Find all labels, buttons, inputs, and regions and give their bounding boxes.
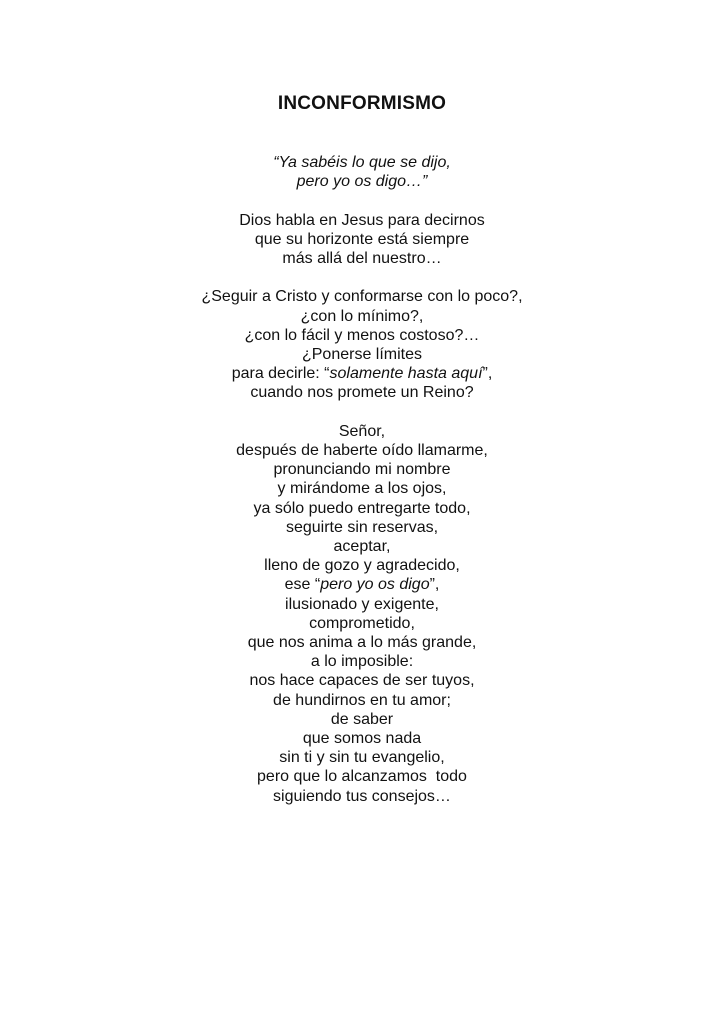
- poem-line: sin ti y sin tu evangelio,: [279, 749, 445, 767]
- poem-line: Dios habla en Jesus para decirnos: [239, 211, 485, 229]
- poem-title: INCONFORMISMO: [277, 93, 447, 114]
- poem-line: pero que lo alcanzamos todo: [257, 768, 467, 786]
- poem-line-text: para decirle: “: [231, 365, 330, 383]
- poem-line: que nos anima a lo más grande,: [247, 634, 477, 652]
- poem-line: de hundirnos en tu amor;: [273, 691, 451, 709]
- poem-line: ya sólo puedo entregarte todo,: [253, 499, 471, 517]
- poem-line: lleno de gozo y agradecido,: [264, 557, 460, 575]
- poem-line: a lo imposible:: [310, 653, 414, 671]
- poem-line: nos hace capaces de ser tuyos,: [249, 672, 475, 690]
- poem-line: ¿con lo mínimo?,: [300, 307, 424, 325]
- poem-line: pronunciando mi nombre: [273, 461, 451, 479]
- poem-line-text: ese “: [284, 576, 321, 594]
- poem-line: Señor,: [338, 422, 386, 440]
- poem-line: ¿Ponerse límites: [301, 346, 423, 363]
- epigraph-line: “Ya sabéis lo que se dijo,: [273, 154, 451, 171]
- poem-line: ¿con lo fácil y menos costoso?…: [244, 326, 480, 344]
- stanza-1: [0, 211, 724, 269]
- poem-line: y mirándome a los ojos,: [277, 480, 447, 498]
- poem-line-italic: solamente hasta aquí: [329, 365, 483, 383]
- poem-line: después de haberte oído llamarme,: [236, 442, 488, 459]
- poem-line: seguirte sin reservas,: [285, 518, 439, 536]
- poem-line: [0, 575, 724, 594]
- epigraph-line: pero yo os digo…”: [296, 173, 428, 191]
- poem-body: [0, 153, 724, 806]
- poem-line: siguiendo tus consejos…: [273, 787, 451, 805]
- poem-line: cuando nos promete un Reino?: [250, 384, 474, 402]
- poem-line: que somos nada: [302, 730, 422, 748]
- poem-line: ¿Seguir a Cristo y conformarse con lo poco?,: [201, 288, 523, 306]
- stanza-2: [0, 287, 724, 402]
- poem-line-text: ”,: [429, 576, 440, 594]
- poem-line: comprometido,: [309, 614, 415, 632]
- poem-line-italic: pero yo os digo: [320, 576, 430, 594]
- poem-line: que su horizonte está siempre: [254, 230, 470, 248]
- poem-line: más allá del nuestro…: [282, 250, 442, 267]
- epigraph: [0, 153, 724, 191]
- poem-line-text: ”,: [482, 365, 493, 383]
- poem-line: [0, 364, 724, 383]
- poem-line: aceptar,: [333, 538, 391, 556]
- poem-line: ilusionado y exigente,: [285, 595, 439, 613]
- stanza-3: [0, 422, 724, 806]
- poem-line: de saber: [330, 710, 394, 728]
